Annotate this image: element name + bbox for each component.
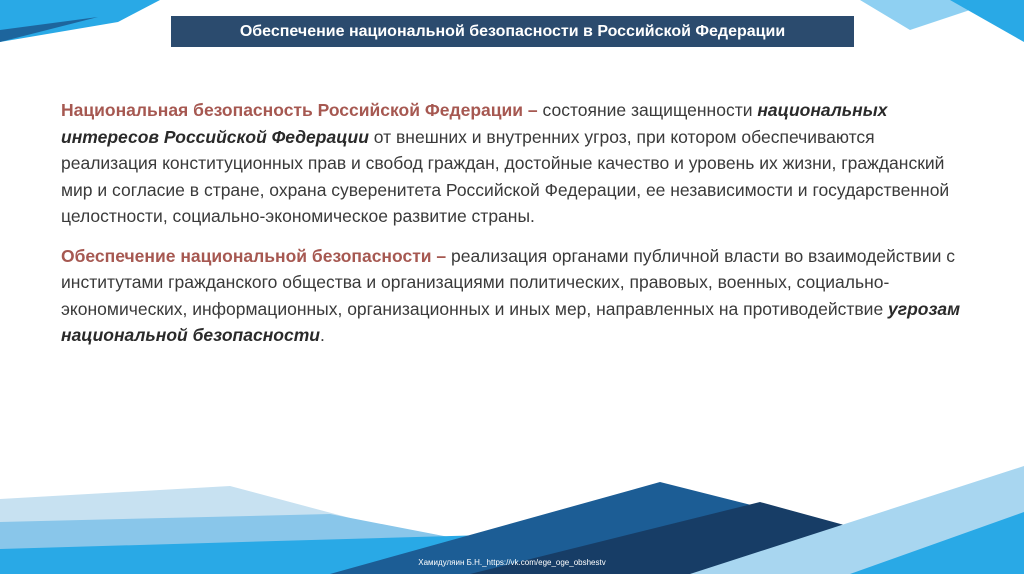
content-area — [61, 97, 971, 362]
term-security-provision: Обеспечение национальной безопасности – — [61, 245, 447, 266]
emphasis-national-interests: национальных интересов Российской Федерации — [61, 100, 888, 147]
term-national-security: Национальная безопасность Российской Федерации – — [61, 100, 538, 120]
definition-text: состояние защищенности — [537, 100, 758, 120]
definition-text: от внешних и внутренних угроз, при котором обеспечиваются реализация конституционных прав и свобод граждан, достойные качество и уровень их жизни, гражданский мир и согласие в стране, охрана суверенитета Российской Федерации, ее независимости и государственной целостности, социально-экономическое развитие страны. — [61, 126, 950, 226]
definition-text: реализация органами публичной власти во взаимодействии с институтами гражданского общества и организациями политических, правовых, военных, социально-экономических, информационных, организационных и иных мер, направленных на противодействие — [61, 245, 956, 319]
footer-credit: Хамидуляин Б.Н._https://vk.com/ege_oge_obshestv — [418, 558, 606, 567]
emphasis-security-threats: угрозам национальной безопасности — [61, 298, 961, 345]
title-bar — [171, 16, 854, 47]
definition-paragraph-2 — [61, 243, 971, 349]
definition-text: . — [319, 325, 325, 345]
slide-title: Обеспечение национальной безопасности в Российской Федерации — [239, 23, 786, 40]
definition-paragraph-1 — [61, 97, 971, 230]
